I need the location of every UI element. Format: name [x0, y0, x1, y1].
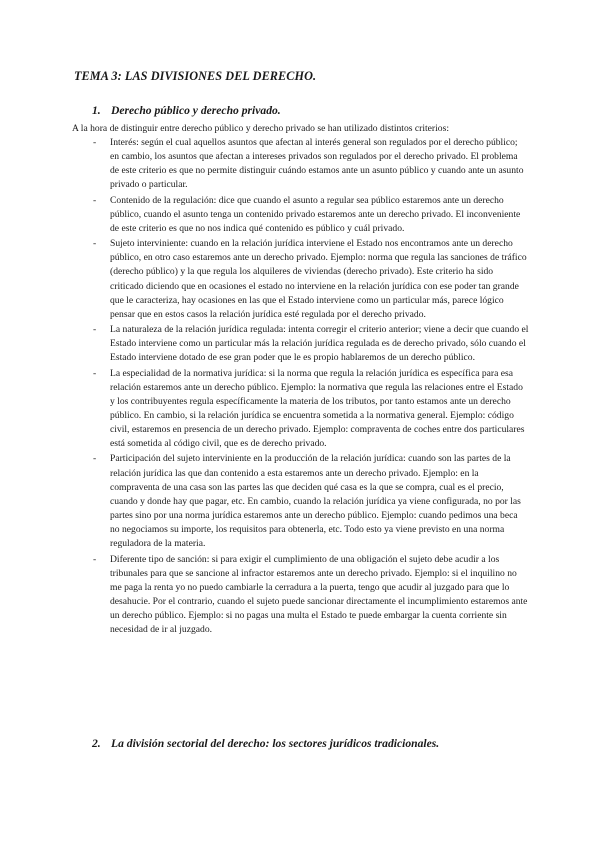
- list-dash: -: [93, 367, 97, 379]
- criteria-item: [93, 323, 529, 365]
- criteria-text: Diferente tipo de sanción: si para exigir el cumplimiento de una obligación el sujeto debe acudir a los tribunales para que se sancione al infractor estaremos ante un derecho privado. Ejemplo: si el inquilino no me paga la renta yo no puedo cambiarle la cerradura a la puerta, tengo que acudir al juzgado para que lo desahucie. Por el contrario, cuando el sujeto puede sancionar directamente el incumplimiento estaremos ante un derecho público. Ejemplo: si no pagas una multa el Estado te puede embargar la cuenta corriente sin necesidad de ir al juzgado.: [110, 553, 528, 636]
- criteria-item: [93, 553, 529, 638]
- list-dash: -: [93, 238, 97, 250]
- section-heading-2: [92, 737, 439, 750]
- criteria-item: [93, 452, 529, 551]
- criteria-list: [93, 136, 529, 638]
- criteria-item: [93, 367, 529, 452]
- list-dash: -: [93, 453, 97, 465]
- list-dash: -: [93, 324, 97, 336]
- criteria-text: Sujeto interviniente: cuando en la relación jurídica interviene el Estado nos encontramos ante un derecho público, en otro caso estaremos ante un derecho privado. Ejemplo: norma que regula las sanciones de tráfico (derecho público) y la que regula los alquileres de viviendas (derecho privado). Este criterio ha sido criticado diciendo que en ocasiones el estado no interviene en la relación jurídica con ese poder tan grande que le caracteriza, hay ocasiones en las que el Estado interviene como un particular más, parece lógico pensar que en estos casos la relación jurídica esté regulada por el derecho privado.: [110, 238, 527, 320]
- criteria-item: [93, 194, 529, 236]
- list-dash: -: [93, 194, 97, 206]
- document-title: TEMA 3: LAS DIVISIONES DEL DERECHO.: [74, 69, 317, 83]
- criteria-item: [93, 237, 529, 322]
- criteria-text: La especialidad de la normativa jurídica: si la norma que regula la relación jurídica es específica para esa relación estaremos ante un derecho público. Ejemplo: la normativa que regula las relaciones entre el Estado y los contribuyentes regula específicamente la materia de los tributos, por tanto estamos ante un derecho público. En cambio, si la relación jurídica se encuentra sometida a la normativa general. Ejemplo: código civil, estaremos en presencia de un derecho privado. Ejemplo: compraventa de coches entre dos particulares está sometida al código civil, que es de derecho privado.: [110, 367, 525, 450]
- section-heading-1: [92, 104, 281, 117]
- section-title-1: Derecho público y derecho privado.: [111, 104, 281, 117]
- criteria-text: La naturaleza de la relación jurídica regulada: intenta corregir el criterio anterior; viene a decir que cuando el Estado interviene como un particular más la relación jurídica regulada es de derecho privado, sólo cuando el Estado interviene dotado de ese gran poder que le es propio hablaremos de un derecho público.: [110, 324, 529, 364]
- section-title-2: La división sectorial del derecho: los sectores jurídicos tradicionales.: [111, 737, 440, 750]
- criteria-text: Participación del sujeto interviniente en la producción de la relación jurídica: cuando son las partes de la relación jurídica las que dan contenido a esta estaremos ante un derecho privado. Ejemplo: en la compraventa de una casa son las partes las que deciden qué casa es la que se compra, cual es el precio, cuando y donde hay que pagar, etc. En cambio, cuando la relación jurídica ya viene configurada, no por las partes sino por una norma jurídica estaremos ante un derecho público. Ejemplo: cuando pedimos una beca no negociamos su importe, los requisitos para obtenerla, etc. Todo esto ya viene previsto en una norma reguladora de la materia.: [110, 453, 521, 550]
- criteria-item: [93, 136, 529, 193]
- criteria-text: Contenido de la regulación: dice que cuando el asunto a regular sea público estaremos ante un derecho público, cuando el asunto tenga un contenido privado estaremos ante un derecho privado. El inconveniente de este criterio es que no nos indica qué contenido es público y cuál privado.: [110, 194, 521, 234]
- list-dash: -: [93, 553, 97, 565]
- list-dash: -: [93, 137, 97, 148]
- section-number-1: 1.: [92, 104, 101, 117]
- intro-paragraph: A la hora de distinguir entre derecho público y derecho privado se han utilizado distintos criterios:: [72, 123, 449, 134]
- section-number-2: 2.: [92, 737, 101, 750]
- criteria-text: Interés: según el cual aquellos asuntos que afectan al interés general son regulados por el derecho público; en cambio, los asuntos que afectan a intereses privados son regulados por el derecho privado. El problema de este criterio es que no permite distinguir cuándo estamos ante un asunto público y cuando ante un asunto privado o particular.: [110, 137, 524, 191]
